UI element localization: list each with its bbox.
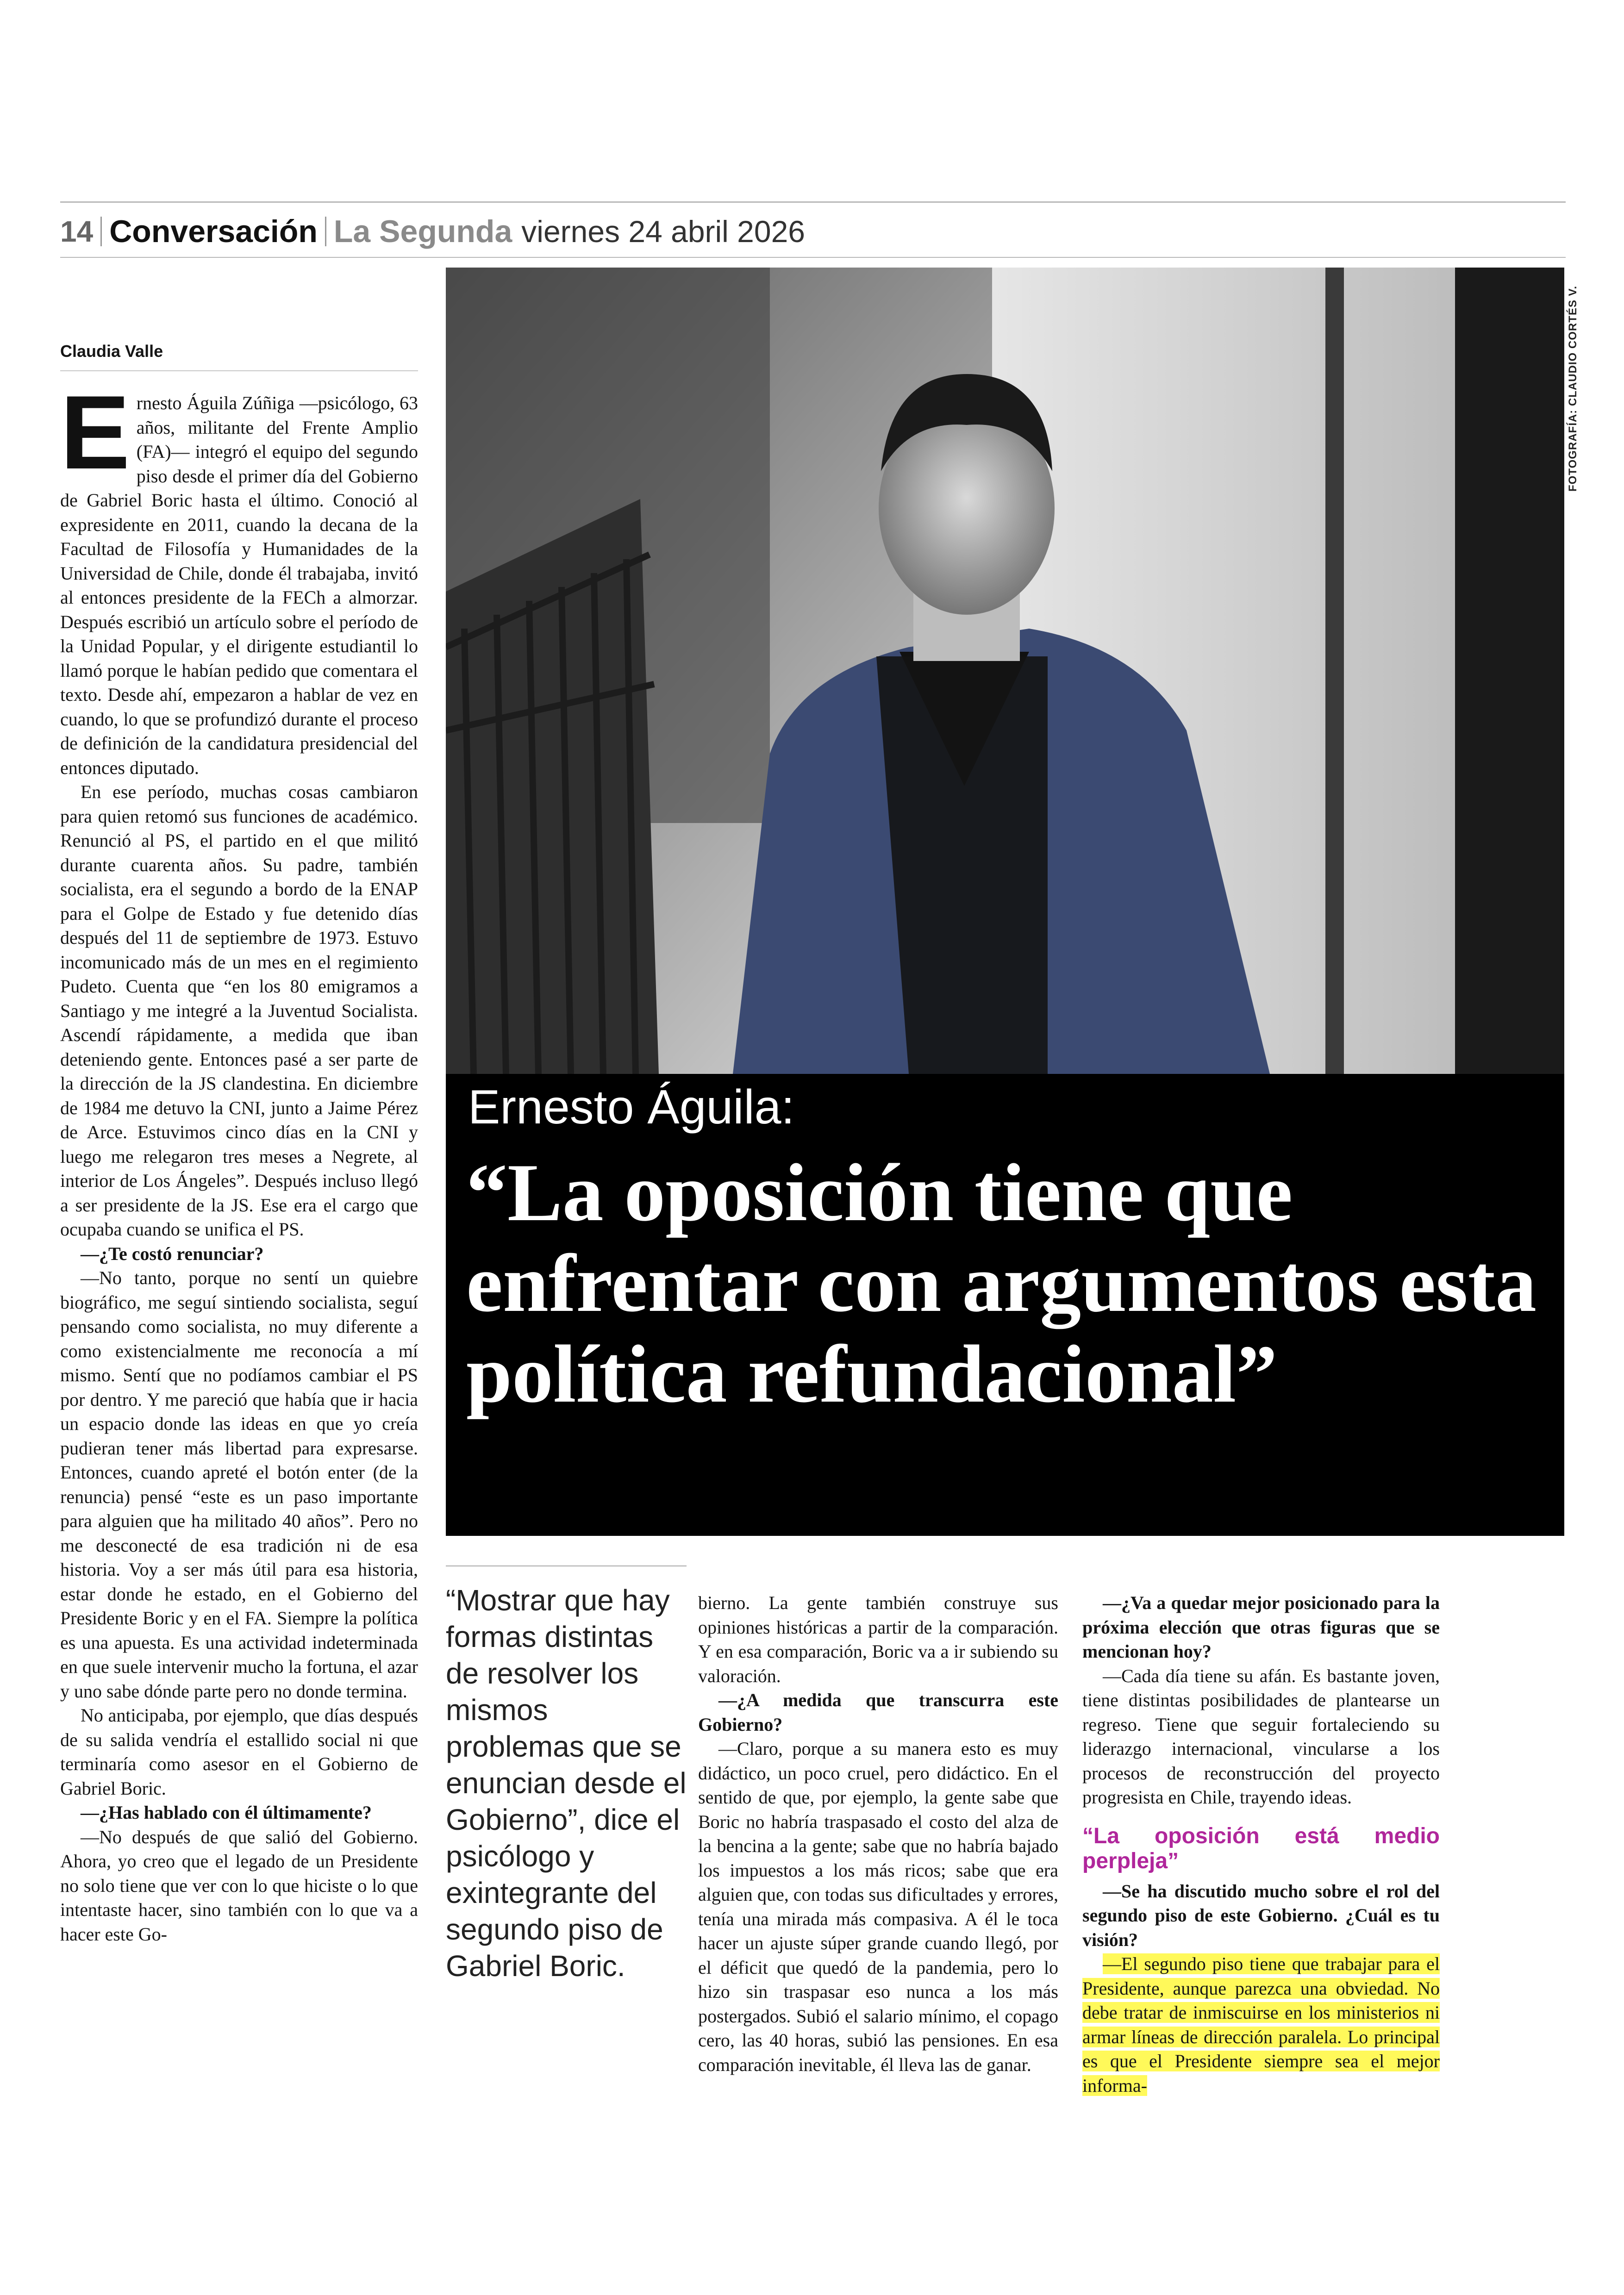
article-column-3	[698, 1591, 1058, 2142]
subheading: “La oposición está medio perpleja”	[1082, 1823, 1440, 1873]
headline: “La oposición tiene que enfrentar con argumentos esta política refundacional”	[466, 1147, 1537, 1420]
header-rule	[60, 257, 1566, 258]
headline-kicker: Ernesto Águila:	[468, 1080, 795, 1134]
interview-question: —Se ha discutido mucho sobre el rol del segundo piso de este Gobierno. ¿Cuál es tu visión?	[1082, 1880, 1440, 1950]
pullquote-rule	[446, 1565, 687, 1566]
interview-question: —¿Te costó renunciar?	[81, 1243, 264, 1264]
pull-quote: “Mostrar que hay formas distintas de resolver los mismos problemas que se enuncian desde el Gobierno”, dice el psicólogo y exintegrante del segundo piso de Gabriel Boric.	[446, 1584, 687, 1983]
issue-date: viernes 24 abril 2026	[521, 214, 806, 249]
interview-question: —¿A medida que transcurra este Gobierno?	[698, 1690, 1058, 1735]
byline-rule	[60, 370, 418, 371]
header-divider	[325, 217, 326, 246]
highlight: —El segundo piso tiene que trabajar para el Presidente, aunque parezca una obviedad. No debe tratar de inmiscuirse en los ministerios ni armar líneas de dirección paralela. Lo principal es que el Presidente siempre sea el mejor informa-	[1082, 1953, 1440, 2096]
interview-question: —¿Va a quedar mejor posicionado para la próxima elección que otras figuras que se mencionan hoy?	[1082, 1592, 1440, 1662]
paragraph: bierno. La gente también construye sus opiniones históricas a partir de la comparación. Y en esa comparación, Boric va a ir subiendo su valoración.	[698, 1592, 1058, 1686]
drop-cap: E	[60, 391, 130, 491]
article-column-1	[60, 391, 418, 2155]
interview-answer: —Claro, porque a su manera esto es muy didáctico, un poco cruel, pero didáctico. En el sentido de que, por ejemplo, la gente sabe que Boric no habría traspasado el costo del alza de la bencina a la gente; sabe que no habría bajado los impuestos a los más ricos; sabe que era alguien que, con todas sus dificultades y errores, tenía una mirada más compasiva. A él le toca hacer un ajuste súper grande cuando llegó, por el déficit que quedó de la pandemia, pero lo hizo sin traspasar eso nunca a los más postergados. Subió el salario mínimo, el copago cero, las 40 horas, subió las pensiones. En esa comparación inevitable, él lleva las de ganar.	[698, 1738, 1058, 2075]
paragraph: En ese período, muchas cosas cambiaron para quien retomó sus funciones de académico. Renunció al PS, el partido en el que militó durante cuarenta años. Su padre, también socialista, era el segundo a bordo de la ENAP para el Golpe de Estado y fue detenido días después del 11 de septiembre de 1973. Estuvo incomunicado más de un mes en el regimiento Pudeto. Cuenta que “en los 80 emigramos a Santiago y me integré a la Juventud Socialista. Ascendí rápidamente, a medida que iban deteniendo gente. Entonces pasé a ser parte de la dirección de la JS clandestina. En diciembre de 1984 me detuvo la CNI, junto a Jaime Pérez de Arce. Estuvimos cinco días en la CNI y luego me relegaron tres meses a Negrete, al interior de Los Ángeles”. Después incluso llegó a ser presidente de la JS. Ese era el cargo que ocupaba cuando se unifica el PS.	[60, 781, 418, 1240]
interview-answer: —No tanto, porque no sentí un quiebre biográfico, me seguí sintiendo socialista, seguí pensando como socialista, no muy diferente a como existencialmente me reconocía a mí mismo. Sentí que no podíamos cambiar el PS por dentro. Y me pareció que había que ir hacia un espacio donde las ideas en que yo creía pudieran tener más libertad para expresarse. Entonces, cuando apreté el botón enter (de la renuncia) pensé “este es un paso importante para alguien que ha militado 40 años”. Pero no me desconecté de esa tradición ni de esa historia. Voy a ser más útil para esa historia, estar donde he estado, en el Gobierno del Presidente Boric y en el FA. Siempre la política es una apuesta. Es una actividad indeterminada en que suele intervenir mucho la fortuna, el azar y uno sabe dónde parte pero no donde termina.	[60, 1267, 418, 1702]
newspaper-name: La Segunda	[333, 214, 512, 249]
paragraph: No anticipaba, por ejemplo, que días después de su salida vendría el estallido social ni que terminaría como asesor en el Gobierno de Gabriel Boric.	[60, 1705, 418, 1799]
section-name: Conversación	[109, 214, 318, 249]
interview-answer: —Cada día tiene su afán. Es bastante joven, tiene distintas posibilidades de plantearse un regreso. Tiene que seguir fortaleciendo su liderazgo internacional, vincularse a los procesos de reconstrucción del proyecto progresista en Chile, trayendo ideas.	[1082, 1665, 1440, 1808]
photo-credit-text: FOTOGRAFÍA: CLAUDIO CORTÉS V.	[1567, 285, 1579, 492]
byline: Claudia Valle	[60, 342, 163, 361]
highlighted-answer	[1082, 1952, 1440, 2098]
interview-question: —¿Has hablado con él últimamente?	[81, 1802, 372, 1823]
article-column-4	[1082, 1591, 1440, 2142]
photo-credit	[1560, 273, 1588, 495]
interview-answer: —No después de que salió del Gobierno. Ahora, yo creo que el legado de un Presidente no solo tiene que ver con lo que hiciste o lo que intentaste hacer, sino también con lo que va a hacer este Go-	[60, 1826, 418, 1945]
portrait-photo	[446, 268, 1564, 1536]
page-number: 14	[60, 215, 94, 248]
top-rule	[60, 201, 1566, 203]
page-header	[60, 211, 805, 252]
lead-paragraph: Ernesto Águila Zúñiga —psicólogo, 63 años, militante del Frente Amplio (FA)— integró el equipo del segundo piso desde el primer día del Gobierno de Gabriel Boric hasta el último. Conoció al expresidente en 2011, cuando la decana de la Facultad de Filosofía y Humanidades de la Universidad de Chile, donde él trabajaba, invitó al entonces presidente de la FECh a almorzar. Después escribió un artículo sobre el período de la Unidad Popular, y el dirigente estudiantil lo llamó porque le habían pedido que comentara el texto. Desde ahí, empezaron a hablar de vez en cuando, lo que se profundizó durante el proceso de definición de la candidatura presidencial del entonces diputado.	[60, 391, 418, 778]
header-divider	[100, 217, 102, 246]
